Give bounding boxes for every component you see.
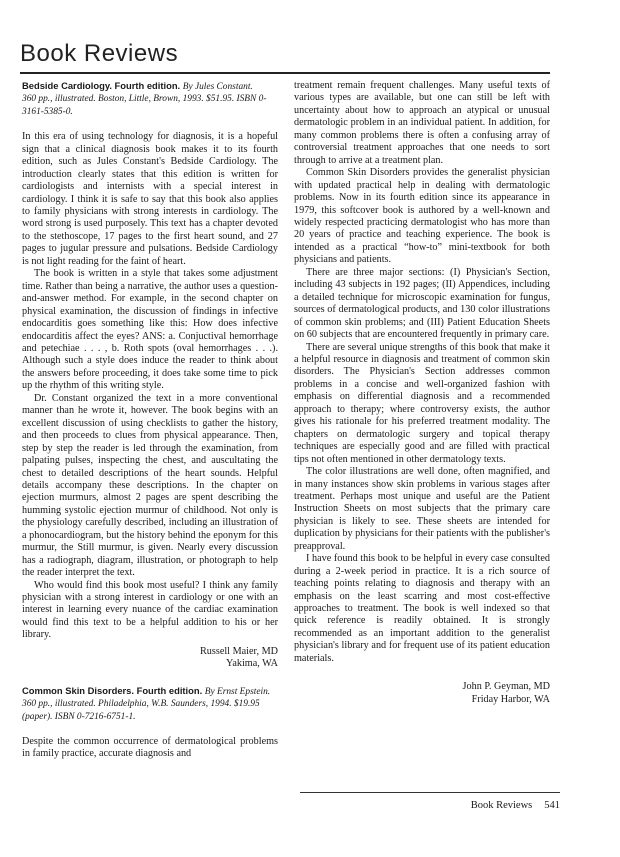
review2-signature xyxy=(294,681,550,706)
page-number: 541 xyxy=(544,800,560,811)
review1-paragraph: Dr. Constant organized the text in a more conventional manner than he wrote it, however. The book begins with an excellent discussion of using checklists to gather the history, and then proceeds to clues from physical appearance. Then, step by step the reader is led through the examination, from palpating pulses, inspecting the chest, and auscultating the chest to detailed descriptions of the heart sounds. Helpful details accompany these descriptions. In the chapter on ejection murmurs, almost 2 pages are spent describing the humming systolic ejection murmur of childhood. Not only is the physiology carefully described, including an illustration of a phonocardiogram, but the history behind the eponym for this murmur, the Still murmur, is given. Nearly every discussion has a radiograph, diagram, illustration, or photograph to help the reader interpret the text. xyxy=(22,392,278,579)
page-title: Book Reviews xyxy=(20,40,179,67)
review2-paragraph: I have found this book to be helpful in every case consulted during a 2-week period in practice. It is a rich source of teaching points relating to diagnosis and therapy with an emphasis on the least scarring and most cost-effective approaches to treatment. The book is well indexed so that quick reference is readily obtained. It is strongly recommended as an important addition to the generalist physician's library and for frequent use of its patient education materials. xyxy=(294,553,550,664)
review1-paragraph: Who would find this book most useful? I think any family physician with a strong interest in cardiology or one with an interest in learning every nuance of the cardiac examination would find this text to be a helpful addition to his or her library. xyxy=(22,579,278,641)
title-rule xyxy=(20,72,550,74)
review2-continuation: treatment remain frequent challenges. Many useful texts of various types are available, but one can still be left with uncertainty about how to approach an atypical or unusual dermatologic problem in an individual patient. In addition, for many common problems there is often a confusing array of controversial treatment approaches that one needs to sort through to arrive at a treatment plan. xyxy=(294,80,550,166)
right-column xyxy=(294,80,550,706)
review2-paragraph: There are several unique strengths of this book that make it a helpful resource in diagnosis and treatment of common skin disorders. The Physician's Section addresses common problems in a concise and well-organized fashion with emphasis on differential diagnosis and a recommended approach to therapy; where controversy exists, the author gives his rationale for his preferred treatment modality. The chapters on dermatologic surgery and topical therapy techniques are especially good and are filled with practical tips not often mentioned in other dermatology texts. xyxy=(294,341,550,465)
review2-pub-info: 360 pp., illustrated. Philadelphia, W.B. Saunders, 1994. $19.95 (paper). ISBN 0-7216-6751-1. xyxy=(22,699,260,722)
review1-book-title: Bedside Cardiology. Fourth edition. xyxy=(22,80,181,91)
review2-book-title: Common Skin Disorders. Fourth edition. xyxy=(22,684,203,696)
review1-signature-place: Yakima, WA xyxy=(226,658,278,670)
review2-intro: Despite the common occurrence of dermatological problems in family practice, accurate diagnosis and xyxy=(22,735,278,760)
review1-paragraph: In this era of using technology for diagnosis, it is a hopeful sign that a clinical diagnosis book makes it to its fourth edition, such as Jules Constant's Bedside Cardiology. The introduction clearly states that this edition is written for cardiologists and internists with a special interest in cardiology. I think it is safe to say that this book also applies to family physicians with strong interests in cardiology. The word strong is used purposely. This text has a chapter devoted to the stethoscope, 17 pages to the first heart sound, and 27 pages to jugular pressure and pulsations. Bedside Cardiology is not light reading for the faint of heart. xyxy=(22,131,278,267)
review1-signature-name: Russell Maier, MD xyxy=(200,645,278,657)
review2-signature-name: John P. Geyman, MD xyxy=(462,681,550,693)
page-footer xyxy=(471,800,560,811)
review1-byline: By Jules Constant. xyxy=(182,82,253,92)
review2-byline: By Ernst Epstein. xyxy=(204,686,271,697)
review1-pub-info: 360 pp., illustrated. Boston, Little, Brown, 1993. $51.95. ISBN 0-3161-5385-0. xyxy=(22,94,267,117)
review1-heading xyxy=(22,80,278,118)
footer-rule xyxy=(300,792,560,793)
review2-signature-place: Friday Harbor, WA xyxy=(471,693,550,705)
review2-paragraph: There are three major sections: (I) Physician's Section, including 43 subjects in 192 pages; (II) Appendices, including a detailed technique for microscopic examination for fungus, sources of dermatological products, and 130 color illustrations of common skin problems; and (III) Patient Education Sheets on 60 subjects that are encountered frequently in primary care. xyxy=(294,266,550,341)
left-column xyxy=(22,80,278,761)
review2-paragraph: Common Skin Disorders provides the generalist physician with updated practical help in dealing with dermatologic problems. Now in its fourth edition since its appearance in 1979, this softcover book is authored by a well-known and widely respected practicing dermatologist who has more than 20 years of practice and teaching experience. The book is intended as a practical “how-to” mini-textbook for both physicians and patients. xyxy=(294,167,550,266)
review1-signature xyxy=(22,646,278,671)
review1-paragraph: The book is written in a style that takes some adjustment time. Rather than being a narrative, the author uses a question-and-answer method. For example, in the second chapter on physical examination, the discussion of findings in infective endocarditis goes something like this: How does infective endocarditis affect the eyes? ANS: a. Conjuctival hemorrhage and petechiae . . . , b. Roth spots (oval hemorrhages . . .). Although such a style does induce the reader to think about the answers before proceeding, it does take some time to pick up the rhythm of this writing style. xyxy=(22,268,278,392)
footer-section: Book Reviews xyxy=(470,800,533,811)
review2-heading xyxy=(22,685,278,723)
review2-paragraph: The color illustrations are well done, often magnified, and in many instances show skin problems in various stages after treatment. Perhaps most unique and useful are the Patient Instruction Sheets on most subjects that the primary care physician is likely to see. These sheets are intended for duplication by physicians for their patients with the publisher's preapproval. xyxy=(294,466,550,552)
